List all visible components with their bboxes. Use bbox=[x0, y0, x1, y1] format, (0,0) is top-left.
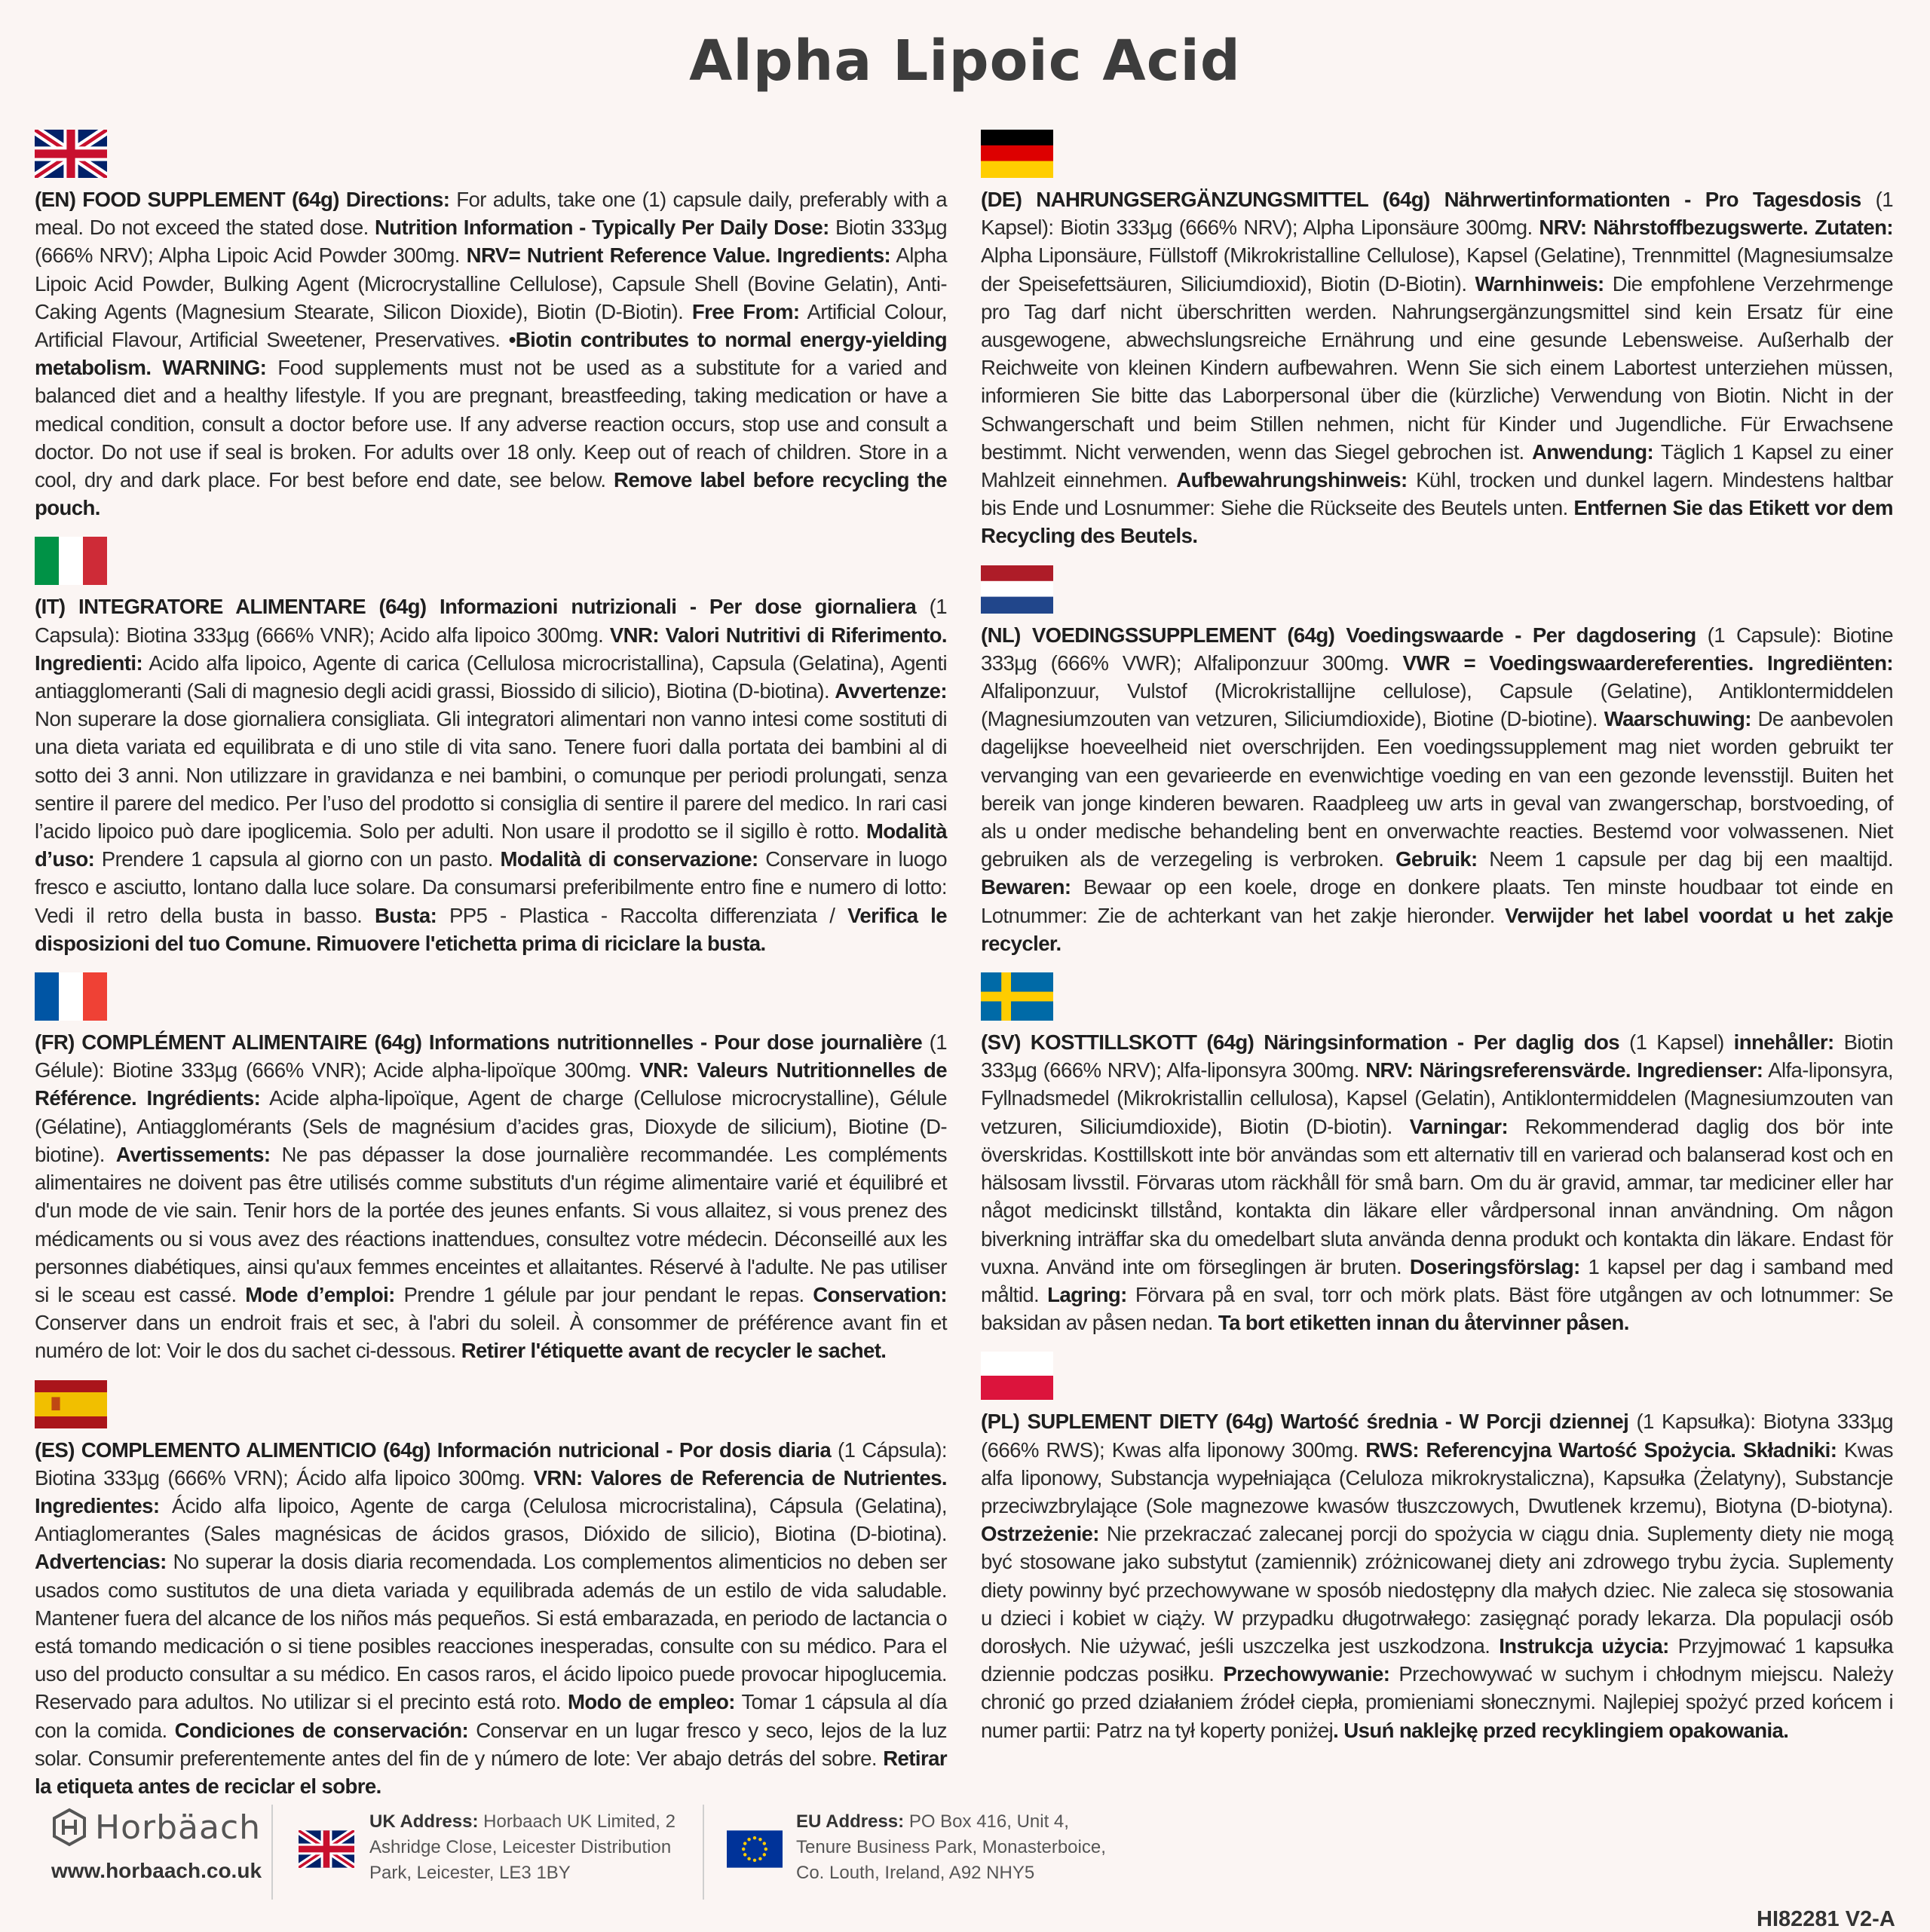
text-run: Nie przekraczać zalecanej porcji do spożycia w ciągu dnia. Suplementy diety nie mogą być stosowane jako substytut (zamiennik) zróżnicowanej diety ani zdrowego trybu życia. Suplementy diety powinny być przechowywane w sposób niedostępny dla małych dziec. Nie zaleca się stosowania u dzieci i kobiet w ciąży. W przypadku długotrwałego: zasięgnąć porady lekarza. Dla populacji osób dorosłych. Nie używać, jeśli uszczelka jest uszkodzona. bbox=[981, 1522, 1893, 1658]
text-run: De aanbevolen dagelijkse hoeveelheid niet overschrijden. Een voedingssupplement mag niet worden gebruikt ter vervanging van een gevarieerde en evenwichtige voeding en van een gezonde levensstijl. Buiten het bereik van jonge kinderen bewaren. Raadpleeg uw arts in geval van zwangerschap, borstvoeding, of als u onder medische behandeling bent en onverwachte reacties. Bestemd voor volwassenen. Niet gebruiken als de verzegeling is verbroken. bbox=[981, 707, 1894, 871]
text-run: Biotin 333µg (666% NRV); Alpha Lipoic Acid Powder 300mg. bbox=[35, 216, 947, 268]
left-column bbox=[35, 130, 947, 1815]
france-flag-icon bbox=[35, 972, 107, 1021]
text-run: Artificial Colour, Artificial Flavour, Artificial Sweetener, Preservatives. bbox=[35, 299, 947, 352]
text-run: Ne pas dépasser la dose journalière recommandée. Les compléments alimentaires ne doivent pas être utilisés comme substituts d'un régime alimentaire varié et équilibré et d'un mode de vie sain. Tenir hors de la portée des jeunes enfants. Si vous allaitez, si vous prenez des médicaments ou si vous avez des réactions inattendues, consultez votre médecin. Déconseillé aux les personnes diabétiques, ainsi qu'aux femmes enceintes et allaitantes. Réservé à l'adulte. Ne pas utiliser si le sceau est cassé. bbox=[35, 1142, 947, 1306]
brand-name: Horbäach bbox=[95, 1808, 262, 1847]
sweden-flag-icon bbox=[981, 972, 1053, 1021]
text-run: Food supplements must not be used as a substitute for a varied and balanced diet and a healthy lifestyle. If you are pregnant, breastfeeding, taking medication or have a medical condition, consult a doctor before use. If any adverse reaction occurs, stop use and consult a doctor. Do not use if seal is broken. For adults over 18 only. Keep out of reach of children. Store in a cool, dry and dark place. For best before end date, see below. bbox=[35, 356, 947, 492]
right-column bbox=[981, 130, 1893, 1759]
section-nl bbox=[981, 565, 1893, 957]
text-run: (1 Gélule): Biotine 333µg (666% VNR); Acide alpha-lipoïque 300mg. bbox=[35, 1030, 947, 1082]
section-text-de bbox=[981, 185, 1893, 550]
bold-label: Waarschuwing: bbox=[1604, 707, 1751, 731]
italy-flag-icon bbox=[35, 537, 107, 585]
eu-address: EU Address: PO Box 416, Unit 4, Tenure Business Park, Monasterboice, Co. Louth, Ireland, A92 NHY5 bbox=[796, 1811, 1106, 1883]
brand-logo bbox=[51, 1808, 261, 1847]
bold-label: Ta bort etiketten innan du återvinner påsen. bbox=[1218, 1311, 1629, 1335]
text-run: Conservar en un lugar fresco y seco, lejos de la luz solar. Consumir preferentemente antes del fin de y número de lote: Ver abajo detrás del sobre. bbox=[35, 1718, 947, 1770]
bold-label: •Biotin contributes to normal energy-yielding metabolism. WARNING: bbox=[35, 328, 947, 380]
bold-label: Retirer l'étiquette avant de recycler le sachet. bbox=[461, 1339, 887, 1363]
text-run: Alfa-liponsyra, Fyllnadsmedel (Mikrokristallin cellulosa), Kapsel (Gelatin), Antiklontermiddelen (Magnesiumzouten van vetzuren, Siliciumdioxide), Biotin (D-biotin). bbox=[981, 1058, 1893, 1138]
bold-label: Aufbewahrungshinweis: bbox=[1176, 468, 1408, 492]
bold-label: Ostrzeżenie: bbox=[981, 1522, 1099, 1546]
bold-label: Gebruik: bbox=[1395, 847, 1478, 871]
text-run: Kühl, trocken und dunkel lagern. Mindestens haltbar bis Ende und Losnummer: Siehe die Rückseite des Beutels unten. bbox=[981, 468, 1893, 520]
eu-flag-icon bbox=[727, 1830, 783, 1868]
text-run: (1 Capsula): Biotina 333µg (666% VNR); Acido alfa lipoico 300mg. bbox=[35, 595, 947, 647]
bold-label: VNR: Valeurs Nutritionnelles de Référence. Ingrédients: bbox=[35, 1058, 948, 1110]
bold-label: NRV: Näringsreferensvärde. Ingredienser: bbox=[1365, 1058, 1763, 1082]
bold-label: Condiciones de conservación: bbox=[174, 1718, 469, 1742]
text-run: Acido alfa lipoico, Agente di carica (Cellulosa microcristallina), Capsula (Gelatina), Agenti antiagglomeranti (Sali di magnesio degli acidi grassi, Biossido di silicio), Biotina (D-biotina). bbox=[35, 651, 947, 703]
text-run: Non superare la dose giornaliera consigliata. Gli integratori alimentari non vanno intesi come sostituti di una dieta variata ed equilibrata e di uno stile di vita sano. Tenere fuori dalla portata dei bambini al di sotto dei 3 anni. Non utilizzare in gravidanza e nei bambini, o comunque per periodi prolungati, senza sentire il parere del medico. Per l’uso del prodotto si consiglia di sentire il parere del medico. In rari casi l’acido lipoico può dare ipoglicemia. Solo per adulti. Non usare il prodotto se il sigillo è rotto. bbox=[35, 707, 947, 844]
text-run: Tomar 1 cápsula al día con la comida. bbox=[35, 1690, 947, 1742]
text-run: No superar la dosis diaria recomendada. Los complementos alimenticios no deben ser usados como sustitutos de una dieta variada y equilibrada además de un estilo de vida saludable. Mantener fuera del alcance de los niños más pequeños. Si está embarazada, en periodo de lactancia o está tomando medicación o si tiene posibles reacciones inesperadas, consulte con su médico. Para el uso del producto consultar a su médico. En casos raros, el ácido lipoico puede provocar hipoglucemia. Reservado para adultos. No utilizar si el precinto está roto. bbox=[35, 1550, 947, 1714]
bold-label: Instrukcja użycia: bbox=[1499, 1633, 1669, 1658]
section-es bbox=[35, 1380, 947, 1801]
horbaach-logo-icon bbox=[51, 1808, 87, 1847]
bold-label: Nutrition Information - Typically Per Daily Dose: bbox=[374, 216, 829, 240]
text-run: Conserver dans un endroit frais et sec, à l'abri du soleil. À consommer de préférence avant fin et numéro de lot: Voir le dos du sachet ci-dessous. bbox=[35, 1311, 947, 1363]
bold-label: RWS: Referencyjna Wartość Spożycia. Składniki: bbox=[1365, 1438, 1837, 1462]
bold-label: Bewaren: bbox=[981, 875, 1071, 899]
text-run: Acide alpha-lipoïque, Agent de charge (Cellulose microcrystalline), Gélule (Gélatine), Antiagglomérants (Sels de magnésium d’acides gras, Dioxyde de silicium), Biotine (D-biotine). bbox=[35, 1086, 948, 1166]
section-de bbox=[981, 130, 1893, 550]
bold-label: Verifica le disposizioni del tuo Comune. Rimuovere l'etichetta prima di riciclare la busta. bbox=[35, 903, 947, 955]
section-text-it bbox=[35, 592, 947, 957]
text-run: Prendre 1 gélule par jour pendant le repas. bbox=[394, 1282, 813, 1306]
bold-label: Conservation: bbox=[813, 1282, 947, 1306]
text-run: (1 Kapsel) bbox=[1619, 1030, 1734, 1055]
netherlands-flag-icon bbox=[981, 565, 1053, 614]
section-en bbox=[35, 130, 947, 522]
bold-label: Remove label before recycling the pouch. bbox=[35, 468, 947, 520]
section-text-en bbox=[35, 185, 947, 522]
section-text-fr bbox=[35, 1028, 947, 1364]
bold-label: Entfernen Sie das Etikett vor dem Recycling des Beutels. bbox=[981, 496, 1893, 548]
section-text-nl bbox=[981, 621, 1893, 957]
section-sv bbox=[981, 972, 1893, 1336]
bold-label: Warnhinweis: bbox=[1475, 271, 1604, 295]
text-run: (1 Cápsula): Biotina 333µg (666% VRN); Ácido alfa lipoico 300mg. bbox=[35, 1438, 947, 1490]
text-run: Conservare in luogo fresco e asciutto, lontano dalla luce solare. Da consumarsi preferibilmente entro fine e numero di lotto: Vedi il retro della busta in basso. bbox=[35, 847, 947, 927]
section-pl bbox=[981, 1352, 1893, 1744]
text-run: For adults, take one (1) capsule daily, preferably with a meal. Do not exceed the stated dose. bbox=[35, 188, 947, 240]
text-run: Alpha Lipoic Acid Powder, Bulking Agent (Microcrystalline Cellulose), Capsule Shell (Bovine Gelatin), Anti-Caking Agents (Magnesium Stearate, Silicon Dioxide), Biotin (D-Biotin). bbox=[35, 243, 947, 323]
bold-label: Avvertenze: bbox=[835, 679, 947, 703]
text-run: 1 kapsel per dag i samband med måltid. bbox=[981, 1254, 1894, 1306]
bold-label: VWR = Voedingswaardereferenties. Ingrediënten: bbox=[1402, 651, 1893, 675]
bold-label: (EN) FOOD SUPPLEMENT (64g) Directions: bbox=[35, 188, 450, 211]
bold-label: Modalità d’uso: bbox=[35, 819, 947, 871]
text-run: Prendere 1 capsula al giorno con un pasto. bbox=[94, 847, 501, 871]
text-run: Alfaliponzuur, Vulstof (Microkristallijne cellulose), Capsule (Gelatine), Antiklontermiddelen (Magnesiumzouten van vetzuren, Siliciumdioxide), Biotine (D-biotine). bbox=[981, 679, 1893, 731]
footer bbox=[0, 1793, 1930, 1913]
bold-label: Free From: bbox=[691, 299, 800, 323]
bold-label: Lagring: bbox=[1047, 1282, 1127, 1306]
bold-label: Avertissements: bbox=[115, 1142, 271, 1166]
section-it bbox=[35, 537, 947, 957]
bold-label: (FR) COMPLÉMENT ALIMENTAIRE (64g) Informations nutritionnelles - Pour dose journalière bbox=[35, 1030, 923, 1055]
divider bbox=[703, 1805, 704, 1900]
text-run: Förvara på en sval, torr och mörk plats. Bäst före utgången av och lotnummer: Se baksidan av påsen nedan. bbox=[981, 1282, 1893, 1335]
uk-address: UK Address: Horbaach UK Limited, 2 Ashridge Close, Leicester Distribution Park, Leicester, LE3 1BY bbox=[369, 1811, 676, 1883]
text-run: Biotin 333µg (666% NRV); Alfa-liponsyra 300mg. bbox=[981, 1030, 1893, 1082]
bold-label: Advertencias: bbox=[35, 1550, 167, 1574]
bold-label: Doseringsförslag: bbox=[1409, 1254, 1580, 1278]
text-run: Przyjmować 1 kapsułka dziennie podczas posiłku. bbox=[981, 1633, 1894, 1686]
bold-label: . Usuń naklejkę przed recyklingiem opakowania. bbox=[1333, 1718, 1789, 1742]
uk-flag-icon bbox=[35, 130, 107, 178]
text-run: Przechowywać w suchym i chłodnym miejscu. Należy chronić go przed działaniem źródeł ciepła, promieniami słonecznymi. Najlepiej spożyć przed końcem i numer partii: Patrz na tył koperty poniżej bbox=[981, 1662, 1893, 1742]
bold-label: (ES) COMPLEMENTO ALIMENTICIO (64g) Información nutricional - Por dosis diaria bbox=[35, 1438, 832, 1462]
bold-label: (SV) KOSTTILLSKOTT (64g) Näringsinformation - Per daglig dos bbox=[981, 1030, 1620, 1055]
text-run: Rekommenderad daglig dos bör inte överskridas. Kosttillskott inte bör användas som ett alternativ till en varierad och balanserad kost och en hälsosam livsstil. Förvaras utom räckhåll för små barn. Om du är gravid, ammar, tar mediciner eller har något medicinskt tillstånd, kontakta din läkare eller vårdpersonal innan användning. Om någon biverkning inträffar ska du omedelbart sluta använda denna produkt och kontakta din läkare. Endast för vuxna. Använd inte om förseglingen är bruten. bbox=[981, 1114, 1893, 1278]
bold-label: (DE) NAHRUNGSERGÄNZUNGSMITTEL (64g) Nährwertinformationten - Pro Tagesdosis bbox=[981, 188, 1861, 211]
section-text-sv bbox=[981, 1028, 1893, 1336]
text-run: Neem 1 capsule per dag bij een maaltijd. bbox=[1477, 847, 1893, 871]
bold-label: (NL) VOEDINGSSUPPLEMENT (64g) Voedingswaarde - Per dagdosering bbox=[981, 623, 1696, 647]
bold-label: NRV: Nährstoffbezugswerte. Zutaten: bbox=[1539, 216, 1893, 240]
bold-label: Mode d’emploi: bbox=[245, 1282, 395, 1306]
divider bbox=[271, 1805, 273, 1900]
text-run: (1 Kapsel): Biotin 333µg (666% NRV); Alpha Liponsäure 300mg. bbox=[981, 188, 1893, 240]
batch-code: HI82281 V2-A bbox=[1757, 1907, 1895, 1931]
page-title: Alpha Lipoic Acid bbox=[689, 29, 1241, 93]
text-run: Die empfohlene Verzehrmenge pro Tag darf nicht überschritten werden. Nahrungsergänzungsmittel sind kein Ersatz für eine ausgewogene, abwechslungsreiche Ernährung und eine gesunde Lebensweise. Außerhalb der Reichweite von kleinen Kindern aufbewahren. Wenn Sie sich einem Labortest unterziehen müssen, informieren Sie bitte das Laborpersonal über die (kürzliche) Verwendung von Biotin. Nicht in der Schwangerschaft und beim Stillen nehmen, nicht für Kinder und Jugendliche. Für Erwachsene bestimmt. Nicht verwenden, wenn das Siegel gebrochen ist. bbox=[981, 271, 1893, 464]
bold-label: Anwendung: bbox=[1531, 439, 1654, 464]
section-text-pl bbox=[981, 1407, 1893, 1744]
bold-label: VNR: Valori Nutritivi di Riferimento. Ingredienti: bbox=[35, 623, 947, 675]
text-run: (1 Capsule): Biotine 333µg (666% VWR); Alfaliponzuur 300mg. bbox=[981, 623, 1893, 675]
text-run: PP5 - Plastica - Raccolta differenziata / bbox=[437, 903, 848, 927]
bold-label: innehåller: bbox=[1733, 1030, 1834, 1055]
germany-flag-icon bbox=[981, 130, 1053, 178]
bold-label: Retirar la etiqueta antes de reciclar el sobre. bbox=[35, 1746, 947, 1798]
text-run: Täglich 1 Kapsel zu einer Mahlzeit einnehmen. bbox=[981, 439, 1894, 492]
bold-label: Modalità di conservazione: bbox=[500, 847, 758, 871]
uk-flag-icon bbox=[299, 1830, 354, 1868]
bold-label: Przechowywanie: bbox=[1223, 1662, 1390, 1686]
bold-label: NRV= Nutrient Reference Value. Ingredients: bbox=[466, 243, 891, 268]
bold-label: Varningar: bbox=[1409, 1114, 1509, 1138]
section-text-es bbox=[35, 1436, 947, 1801]
bold-label: Modo de empleo: bbox=[567, 1690, 735, 1714]
bold-label: Verwijder het label voordat u het zakje recycler. bbox=[981, 903, 1893, 955]
section-fr bbox=[35, 972, 947, 1364]
text-run: Bewaar op een koele, droge en donkere plaats. Ten minste houdbaar tot einde en Lotnummer: Zie de achterkant van het zakje hieronder. bbox=[981, 875, 1893, 927]
bold-label: Busta: bbox=[374, 903, 437, 927]
bold-label: (IT) INTEGRATORE ALIMENTARE (64g) Informazioni nutrizionali - Per dose giornaliera bbox=[35, 595, 917, 619]
text-run: Ácido alfa lipoico, Agente de carga (Celulosa microcristalina), Cápsula (Gelatina), Antiaglomerantes (Sales magnésicas de ácidos grasos, Dióxido de silicio), Biotina (D-biotina). bbox=[35, 1493, 947, 1546]
spain-flag-icon bbox=[35, 1380, 107, 1428]
poland-flag-icon bbox=[981, 1352, 1053, 1400]
bold-label: (PL) SUPLEMENT DIETY (64g) Wartość średnia - W Porcji dziennej bbox=[981, 1410, 1629, 1434]
text-run: Alpha Liponsäure, Füllstoff (Mikrokristalline Cellulose), Kapsel (Gelatine), Trennmittel (Magnesiumsalze der Speisefettsäuren, Siliciumdioxid), Biotin (D-Biotin). bbox=[981, 243, 1893, 295]
text-run: (1 Kapsułka): Biotyna 333µg (666% RWS); Kwas alfa liponowy 300mg. bbox=[981, 1410, 1894, 1462]
text-run: Kwas alfa liponowy, Substancja wypełniająca (Celuloza mikrokrystaliczna), Kapsułka (Żelatyny), Substancje przeciwzbrylające (Sole magnezowe kwasów tłuszczowych, Dwutlenek krzemu), Biotyna (D-biotyna). bbox=[981, 1438, 1893, 1517]
bold-label: VRN: Valores de Referencia de Nutrientes. Ingredientes: bbox=[35, 1465, 948, 1517]
website-link[interactable]: www.horbaach.co.uk bbox=[51, 1859, 262, 1882]
